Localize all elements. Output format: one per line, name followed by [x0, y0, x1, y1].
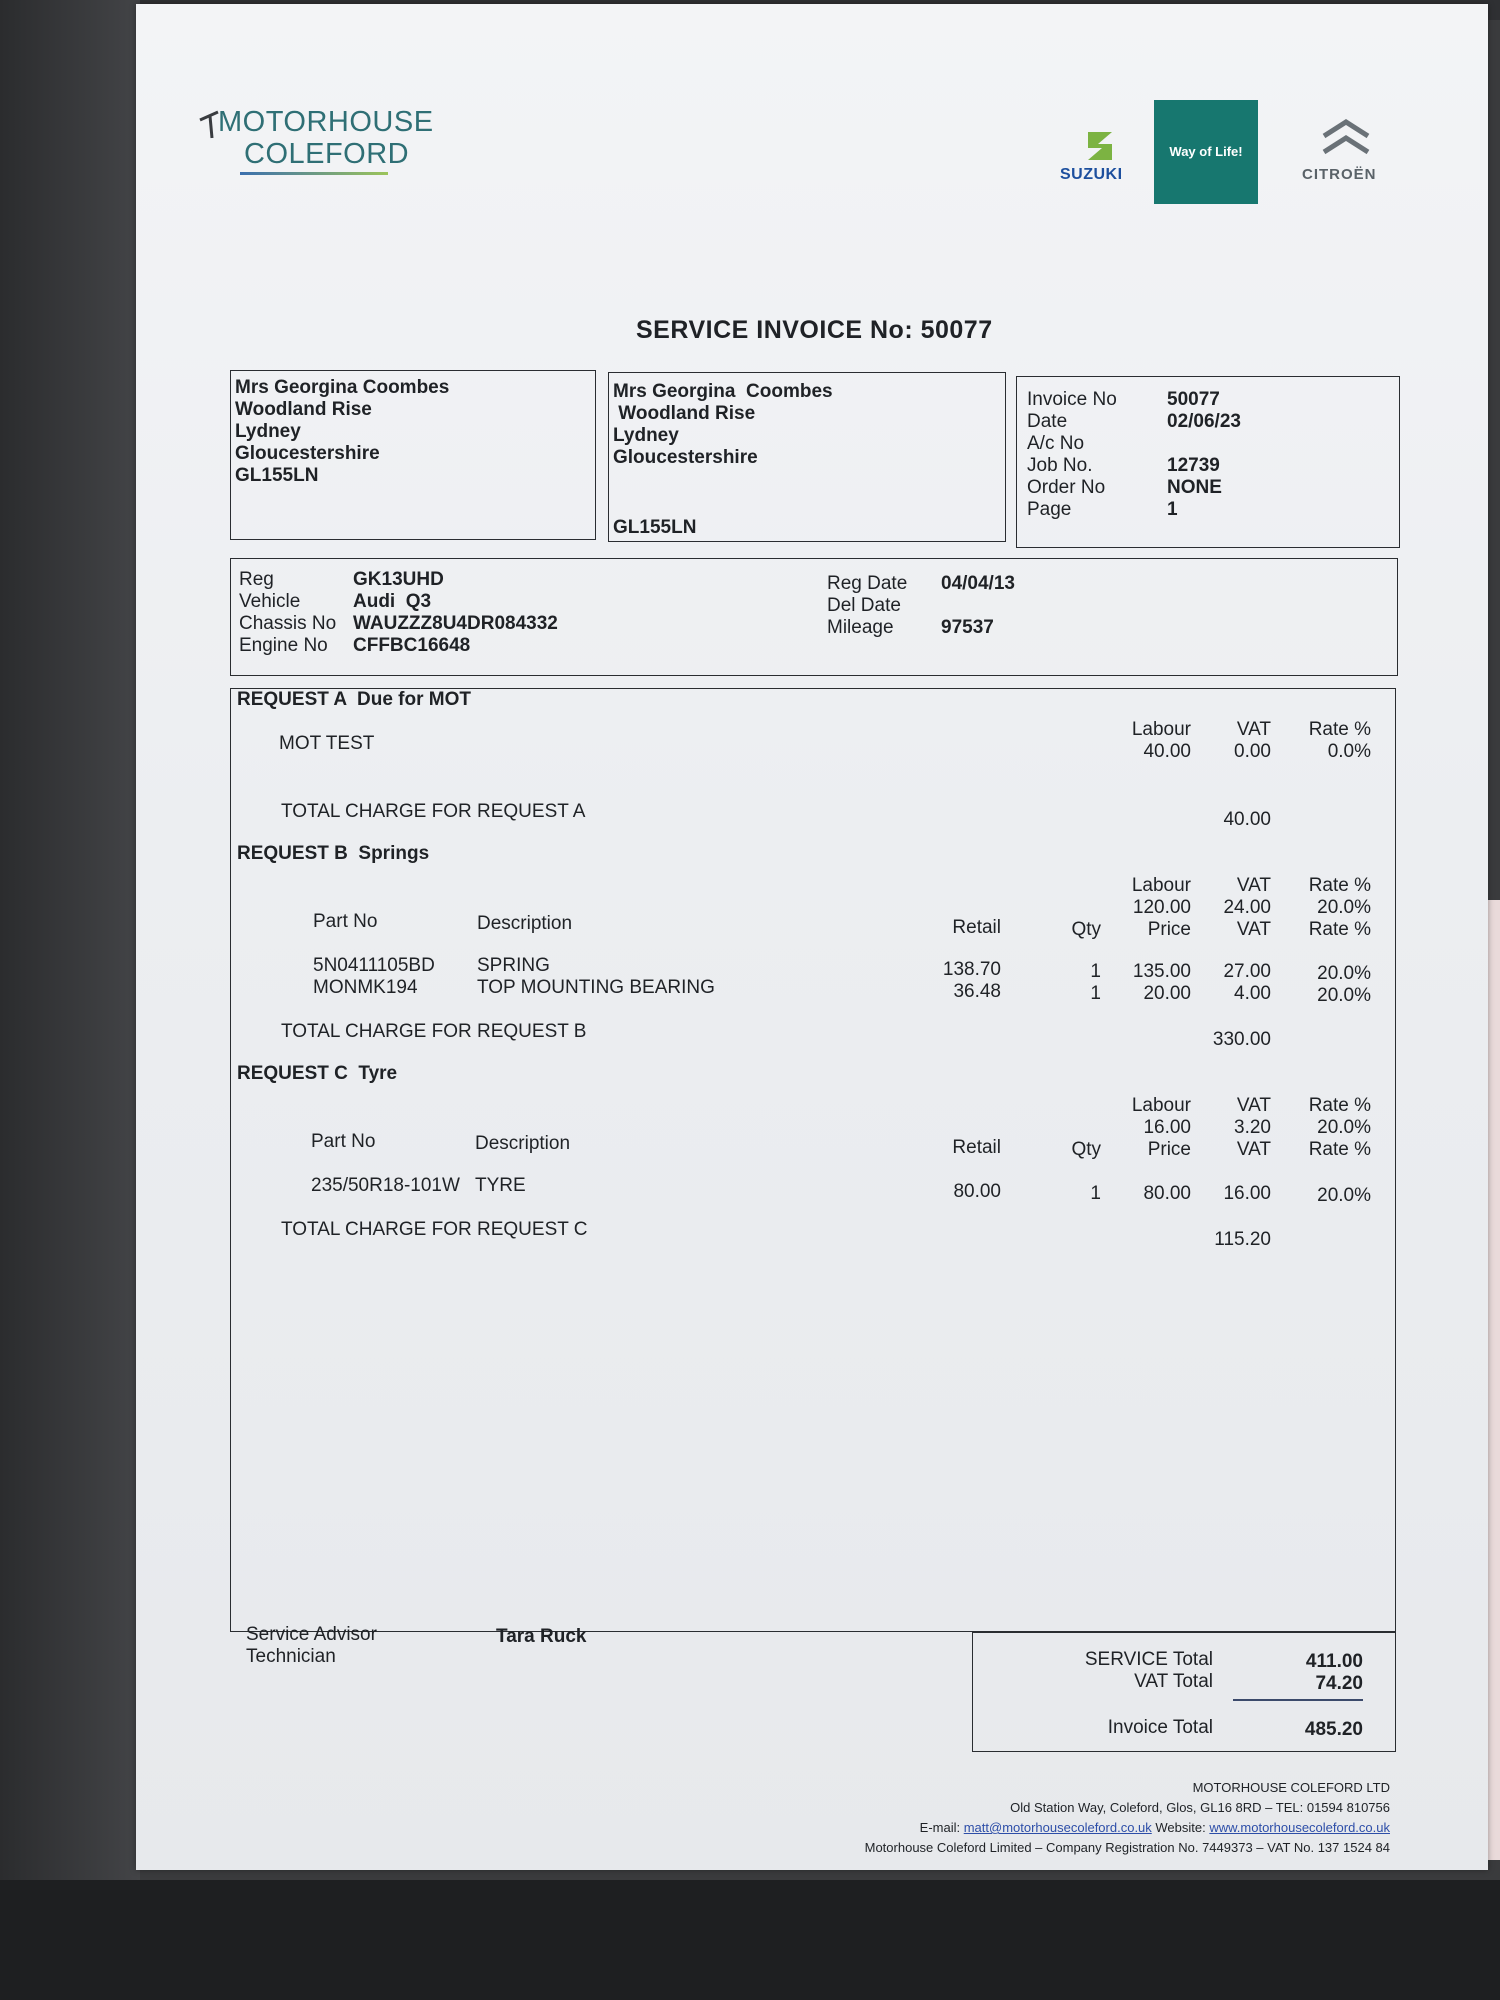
invoice-address-line: Woodland Rise — [235, 399, 372, 420]
service-total-label: SERVICE Total — [1084, 1649, 1213, 1670]
double-chevron-icon — [1318, 116, 1374, 160]
vehicle-details-box — [230, 558, 1398, 676]
rate-header: Rate % — [1308, 1139, 1371, 1160]
part-description: TYRE — [475, 1175, 526, 1196]
desk-edge — [0, 0, 140, 2000]
desk-bottom — [0, 1880, 1500, 2000]
request-a-total-label: TOTAL CHARGE FOR REQUEST A — [281, 801, 586, 822]
footer-contact — [690, 1820, 1390, 1835]
footer-registration: Motorhouse Coleford Limited – Company Registration No. 7449373 – VAT No. 137 1524 84 — [864, 1840, 1390, 1855]
rate-header: Rate % — [1308, 719, 1371, 740]
website-link[interactable]: www.motorhousecoleford.co.uk — [1209, 1820, 1390, 1835]
request-b-labour-rate: 20.0% — [1317, 897, 1371, 918]
vehicle-value: CFFBC16648 — [353, 635, 471, 656]
part-no: 235/50R18-101W — [311, 1175, 460, 1196]
detail-label: Date — [1027, 411, 1068, 432]
part-no: MONMK194 — [313, 977, 418, 998]
description-header: Description — [477, 913, 573, 934]
vat-header: VAT — [1236, 719, 1271, 740]
vehicle-value: GK13UHD — [353, 569, 444, 590]
delivery-address-line: Woodland Rise — [613, 403, 756, 424]
detail-value: 50077 — [1167, 389, 1220, 410]
vat-total: 74.20 — [1315, 1673, 1363, 1694]
technician-label: Technician — [246, 1646, 336, 1667]
delivery-address-box — [608, 372, 1006, 542]
part-price: 20.00 — [1143, 983, 1191, 1004]
detail-value: 1 — [1167, 499, 1178, 520]
detail-label: Invoice No — [1027, 389, 1117, 410]
retail-header: Retail — [952, 1137, 1001, 1158]
vehicle-value: 97537 — [941, 617, 994, 638]
service-advisor-label: Service Advisor — [246, 1624, 377, 1645]
vat-header: VAT — [1236, 919, 1271, 940]
request-b-total: 330.00 — [1212, 1029, 1271, 1050]
invoice-title: SERVICE INVOICE No: 50077 — [636, 316, 993, 344]
website-label: Website: — [1151, 1820, 1210, 1835]
request-a-vat: 0.00 — [1234, 741, 1271, 762]
part-no-header: Part No — [311, 1131, 376, 1152]
part-rate: 20.0% — [1317, 985, 1371, 1006]
request-b-total-label: TOTAL CHARGE FOR REQUEST B — [281, 1021, 587, 1042]
email-label: E-mail: — [919, 1820, 964, 1835]
qty-header: Qty — [1071, 1139, 1101, 1160]
vat-header: VAT — [1236, 875, 1271, 896]
dealer-name-line1: MOTORHOUSE — [218, 106, 434, 138]
price-header: Price — [1147, 919, 1191, 940]
vehicle-value: WAUZZZ8U4DR084332 — [353, 613, 558, 634]
detail-value: 12739 — [1167, 455, 1220, 476]
vehicle-label: Vehicle — [239, 591, 301, 612]
rate-header: Rate % — [1308, 1095, 1371, 1116]
request-c-labour: 16.00 — [1143, 1117, 1191, 1138]
invoice-sheet — [136, 4, 1488, 1870]
part-retail: 80.00 — [953, 1181, 1001, 1202]
labour-header: Labour — [1131, 1095, 1191, 1116]
suzuki-wordmark: SUZUKI — [1060, 166, 1123, 183]
request-a-item: MOT TEST — [279, 733, 375, 754]
vehicle-label: Mileage — [827, 617, 894, 638]
citroen-logo — [1296, 116, 1396, 186]
dealer-logo — [196, 100, 434, 180]
invoice-address-line: Lydney — [235, 421, 301, 442]
detail-label: Job No. — [1027, 455, 1093, 476]
detail-label: A/c No — [1027, 433, 1085, 454]
citroen-wordmark: CITROËN — [1302, 166, 1377, 183]
retail-header: Retail — [952, 917, 1001, 938]
request-c-total: 115.20 — [1214, 1229, 1271, 1250]
invoice-address-line: GL155LN — [235, 465, 319, 486]
part-vat: 27.00 — [1223, 961, 1271, 982]
footer-company: MOTORHOUSE COLEFORD LTD — [1192, 1780, 1390, 1795]
email-link[interactable]: matt@motorhousecoleford.co.uk — [963, 1820, 1152, 1835]
part-no-header: Part No — [313, 911, 378, 932]
service-total: 411.00 — [1305, 1651, 1363, 1672]
vehicle-label: Del Date — [827, 595, 901, 616]
vat-total-label: VAT Total — [1134, 1671, 1213, 1692]
request-b-labour-vat: 24.00 — [1223, 897, 1271, 918]
vehicle-value: Audi Q3 — [353, 591, 432, 612]
way-of-life-badge — [1154, 100, 1258, 204]
part-retail: 138.70 — [942, 959, 1001, 980]
detail-label: Order No — [1027, 477, 1106, 498]
logo-underline — [240, 172, 388, 175]
part-qty: 1 — [1090, 983, 1101, 1004]
detail-value: 02/06/23 — [1167, 411, 1241, 432]
labour-header: Labour — [1131, 875, 1191, 896]
qty-header: Qty — [1071, 919, 1101, 940]
request-c-labour-rate: 20.0% — [1317, 1117, 1371, 1138]
delivery-postcode: GL155LN — [613, 517, 697, 538]
way-of-life-text: Way of Life! — [1169, 144, 1243, 159]
part-no: 5N0411105BD — [313, 955, 435, 976]
invoice-details-box — [1016, 376, 1400, 548]
part-qty: 1 — [1090, 1183, 1101, 1204]
part-description: SPRING — [477, 955, 550, 976]
detail-value: NONE — [1167, 477, 1222, 498]
suzuki-s-icon — [1082, 128, 1118, 164]
invoice-total: 485.20 — [1304, 1719, 1363, 1740]
part-price: 135.00 — [1132, 961, 1191, 982]
invoice-address-box — [230, 370, 596, 540]
vehicle-label: Engine No — [239, 635, 328, 656]
request-b-labour: 120.00 — [1132, 897, 1191, 918]
advisor-name: Tara Ruck — [496, 1626, 587, 1647]
vehicle-label: Reg Date — [827, 573, 908, 594]
price-header: Price — [1147, 1139, 1191, 1160]
delivery-address-line: Lydney — [613, 425, 679, 446]
request-c-heading: REQUEST C Tyre — [237, 1063, 398, 1084]
footer-address: Old Station Way, Coleford, Glos, GL16 8RD – TEL: 01594 810756 — [1010, 1800, 1390, 1815]
dealer-name-line2: COLEFORD — [244, 138, 410, 170]
request-c-total-label: TOTAL CHARGE FOR REQUEST C — [281, 1219, 588, 1240]
totals-divider — [1233, 1699, 1363, 1701]
requests-box — [230, 688, 1396, 1632]
part-qty: 1 — [1090, 961, 1101, 982]
delivery-address-line: Mrs Georgina Coombes — [613, 381, 833, 402]
part-description: TOP MOUNTING BEARING — [477, 977, 715, 998]
request-b-heading: REQUEST B Springs — [237, 843, 430, 864]
invoice-total-label: Invoice Total — [1107, 1717, 1213, 1738]
part-rate: 20.0% — [1317, 1185, 1371, 1206]
invoice-address-line: Gloucestershire — [235, 443, 380, 464]
vat-header: VAT — [1236, 1139, 1271, 1160]
labour-header: Labour — [1131, 719, 1191, 740]
request-a-labour: 40.00 — [1143, 741, 1191, 762]
detail-label: Page — [1027, 499, 1072, 520]
vehicle-value: 04/04/13 — [941, 573, 1015, 594]
delivery-address-line: Gloucestershire — [613, 447, 758, 468]
vehicle-label: Reg — [239, 569, 274, 590]
part-price: 80.00 — [1143, 1183, 1191, 1204]
part-vat: 4.00 — [1234, 983, 1271, 1004]
invoice-address-line: Mrs Georgina Coombes — [235, 377, 450, 398]
request-a-heading: REQUEST A Due for MOT — [237, 689, 471, 710]
part-vat: 16.00 — [1223, 1183, 1271, 1204]
request-c-labour-vat: 3.20 — [1234, 1117, 1271, 1138]
suzuki-logo — [1060, 128, 1140, 186]
part-retail: 36.48 — [953, 981, 1001, 1002]
totals-box — [972, 1632, 1396, 1752]
rate-header: Rate % — [1308, 875, 1371, 896]
vehicle-label: Chassis No — [239, 613, 337, 634]
request-a-total: 40.00 — [1223, 809, 1271, 830]
vat-header: VAT — [1236, 1095, 1271, 1116]
part-rate: 20.0% — [1317, 963, 1371, 984]
description-header: Description — [475, 1133, 571, 1154]
request-a-rate: 0.0% — [1327, 741, 1371, 762]
rate-header: Rate % — [1308, 919, 1371, 940]
